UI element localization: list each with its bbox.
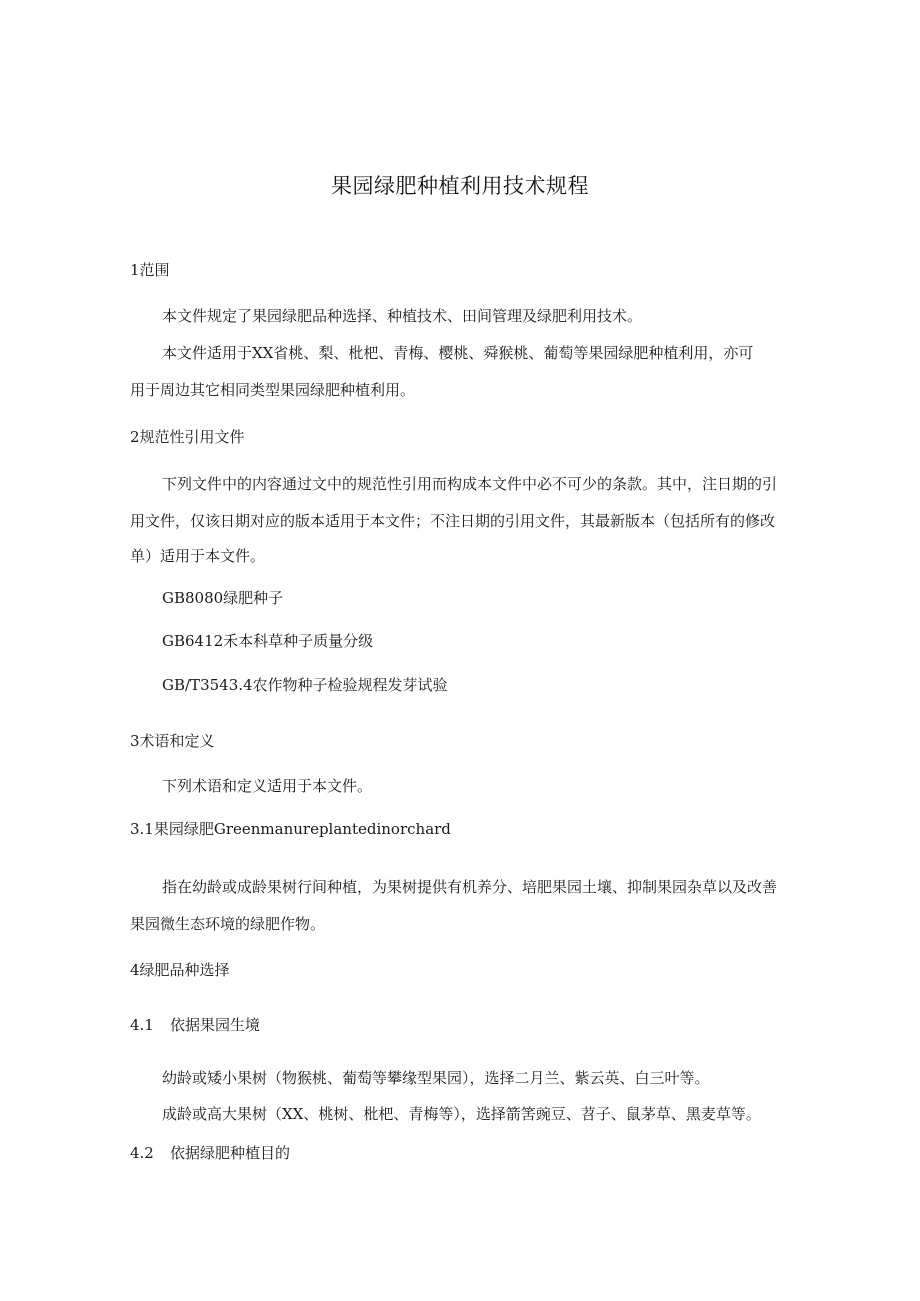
section-4-2-heading: [130, 1143, 290, 1163]
section-4-1-title: 依据果园生境: [170, 1016, 261, 1034]
section-1-paragraph-2-line-2: 用于周边其它相同类型果园绿肥种植利用。: [130, 381, 416, 399]
section-3-heading: 3术语和定义: [130, 732, 215, 750]
section-3-1-heading: 3.1果园绿肥Greenmanureplantedinorchard: [130, 820, 451, 838]
section-4-1-heading: [130, 1015, 260, 1035]
section-1-paragraph-2-line-1: 本文件适用于XX省桃、梨、枇杷、青梅、樱桃、舜猴桃、葡萄等果园绿肥种植利用，亦可: [162, 344, 754, 362]
section-4-1-number: 4.1: [130, 1016, 154, 1034]
section-4-heading: 4绿肥品种选择: [130, 961, 230, 979]
reference-gb8080: GB8080绿肥种子: [162, 589, 284, 607]
section-3-1-paragraph-line-1: 指在幼龄或成龄果树行间种植，为果树提供有机养分、培肥果园土壤、抑制果园杂草以及改善: [162, 878, 778, 896]
section-3-paragraph: 下列术语和定义适用于本文件。: [162, 777, 373, 795]
section-1-paragraph-1: 本文件规定了果园绿肥品种选择、种植技术、田间管理及绿肥利用技术。: [162, 307, 643, 325]
section-3-1-paragraph-line-2: 果园微生态环境的绿肥作物。: [130, 915, 326, 933]
section-2-paragraph-line-3: 单）适用于本文件。: [130, 547, 266, 565]
section-4-1-paragraph-1: 幼龄或矮小果树（物猴桃、葡萄等攀缘型果园），选择二月兰、紫云英、白三叶等。: [162, 1069, 710, 1087]
section-2-heading: 2规范性引用文件: [130, 428, 245, 446]
reference-gb6412: GB6412禾本科草种子质量分级: [162, 632, 374, 650]
section-4-1-paragraph-2: 成龄或高大果树（XX、桃树、枇杷、青梅等），选择箭筈豌豆、苕子、鼠茅草、黑麦草等。: [162, 1105, 761, 1123]
section-4-2-title: 依据绿肥种植目的: [170, 1144, 291, 1162]
section-4-2-number: 4.2: [130, 1144, 154, 1162]
document-title: 果园绿肥种植利用技术规程: [331, 174, 589, 198]
reference-gbt3543: GB/T3543.4农作物种子检验规程发芽试验: [162, 676, 448, 694]
section-2-paragraph-line-2: 用文件，仅该日期对应的版本适用于本文件；不注日期的引用文件，其最新版本（包括所有的修改: [130, 512, 776, 530]
section-1-heading: 1范围: [130, 261, 170, 279]
section-2-paragraph-line-1: 下列文件中的内容通过文中的规范性引用而构成本文件中必不可少的条款。其中，注日期的引: [162, 475, 778, 493]
